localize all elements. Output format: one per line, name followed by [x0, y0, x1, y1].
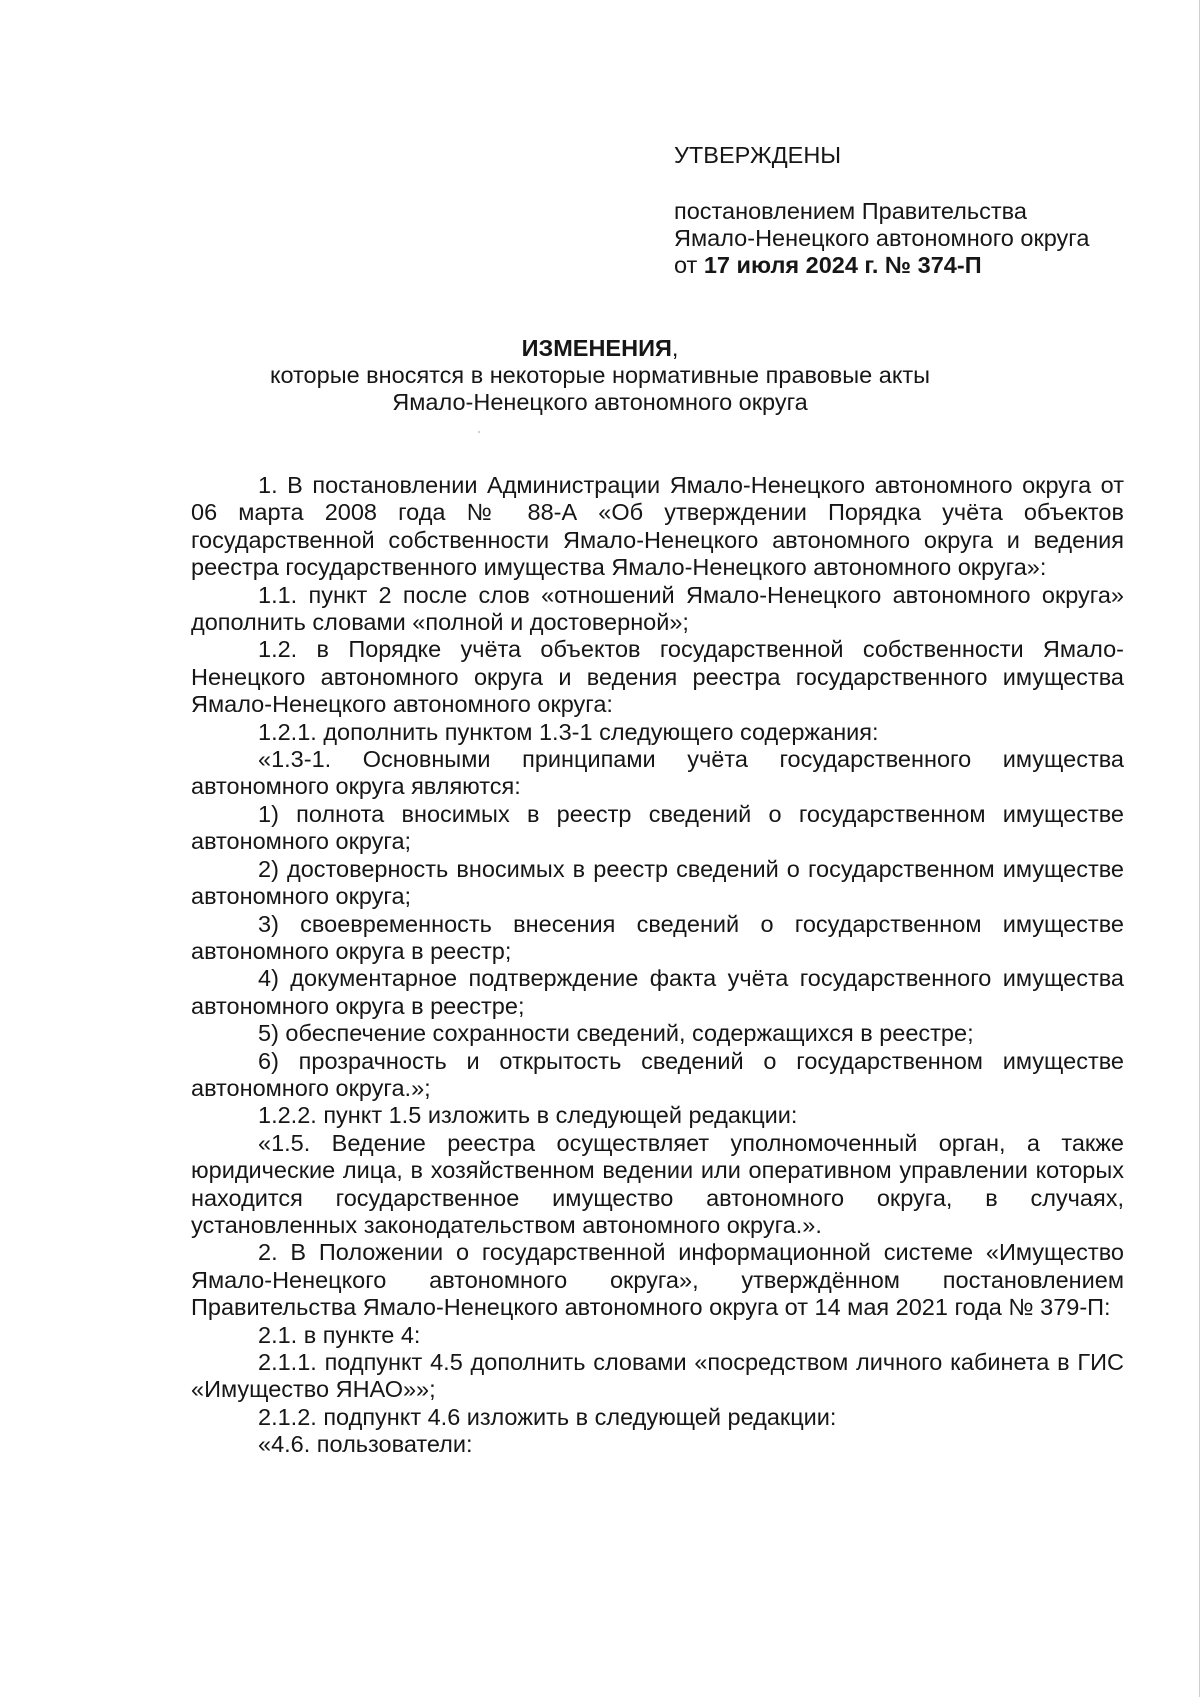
paragraph-1: 1. В постановлении Администрации Ямало-Ненецкого автономного округа от 06 марта 2008 года № 88-А «Об утверждении Порядка учёта объектов государственной собственности Ямало-Ненецкого автономного округа и ведения реестра государственного имущества Ямало-Ненецкого автономного округа»: [191, 472, 1124, 581]
paragraph-1-1: 1.1. пункт 2 после слов «отношений Ямало-Ненецкого автономного округа» дополнить словами «полной и достоверной»; [191, 581, 1124, 636]
paragraph-1-2-1: 1.2.1. дополнить пунктом 1.3-1 следующего содержания: [258, 718, 879, 745]
document-title [190, 335, 1010, 416]
principle-2: 2) достоверность вносимых в реестр сведений о государственном имуществе автономного округа; [191, 855, 1124, 910]
title-comma: , [671, 335, 679, 361]
title-heading: ИЗМЕНЕНИЯ [521, 335, 672, 361]
title-subtitle-1: которые вносятся в некоторые нормативные правовые акты [269, 362, 931, 388]
approval-date-prefix: от [674, 252, 704, 278]
paragraph-1-2-2: 1.2.2. пункт 1.5 изложить в следующей редакции: [258, 1102, 798, 1129]
approval-block [674, 142, 1174, 279]
paragraph-2: 2. В Положении о государственной информационной системе «Имущество Ямало-Ненецкого автономного округа», утверждённом постановлением Правительства Ямало-Ненецкого автономного округа от 14 мая 2021 года № 379-П: [191, 1239, 1124, 1321]
principle-5: 5) обеспечение сохранности сведений, содержащихся в реестре; [258, 1020, 974, 1047]
principle-6: 6) прозрачность и открытость сведений о государственном имуществе автономного округа.»; [191, 1047, 1124, 1101]
document-body [191, 472, 1124, 1459]
approval-heading: УТВЕРЖДЕНЫ [674, 142, 842, 168]
principle-4: 4) документарное подтверждение факта учёта государственного имущества автономного округа в реестре; [191, 965, 1124, 1019]
approval-date-line [674, 252, 1174, 279]
paragraph-2-1-1: 2.1.1. подпункт 4.5 дополнить словами «посредством личного кабинета в ГИС «Имущество ЯНАО»»; [191, 1349, 1124, 1403]
title-subtitle-2: Ямало-Ненецкого автономного округа [392, 389, 808, 415]
approval-line-2: Ямало-Ненецкого автономного округа [674, 225, 1090, 251]
paragraph-4-6: «4.6. пользователи: [258, 1431, 473, 1458]
paragraph-1-5: «1.5. Ведение реестра осуществляет уполномоченный орган, а также юридические лица, в хозяйственном ведении или оперативном управлении которых находится государственное имущество автономного округа, в случаях, установленных законодательством автономного округа.». [191, 1129, 1124, 1238]
paragraph-1-2: 1.2. в Порядке учёта объектов государственной собственности Ямало-Ненецкого автономного округа и ведения реестра государственного имущества Ямало-Ненецкого автономного округа: [191, 636, 1124, 718]
principle-1: 1) полнота вносимых в реестр сведений о государственном имуществе автономного округа; [191, 800, 1124, 855]
principle-3: 3) своевременность внесения сведений о государственном имуществе автономного округа в реестр; [191, 910, 1124, 964]
paragraph-2-1-2: 2.1.2. подпункт 4.6 изложить в следующей редакции: [258, 1403, 837, 1430]
scan-speck [478, 431, 480, 433]
title-line [190, 335, 1010, 362]
approval-line-1: постановлением Правительства [674, 198, 1027, 224]
approval-date-number: 17 июля 2024 г. № 374-П [703, 252, 982, 278]
paragraph-2-1: 2.1. в пункте 4: [258, 1321, 421, 1348]
paragraph-1-3-1: «1.3-1. Основными принципами учёта государственного имущества автономного округа являются: [191, 746, 1124, 800]
